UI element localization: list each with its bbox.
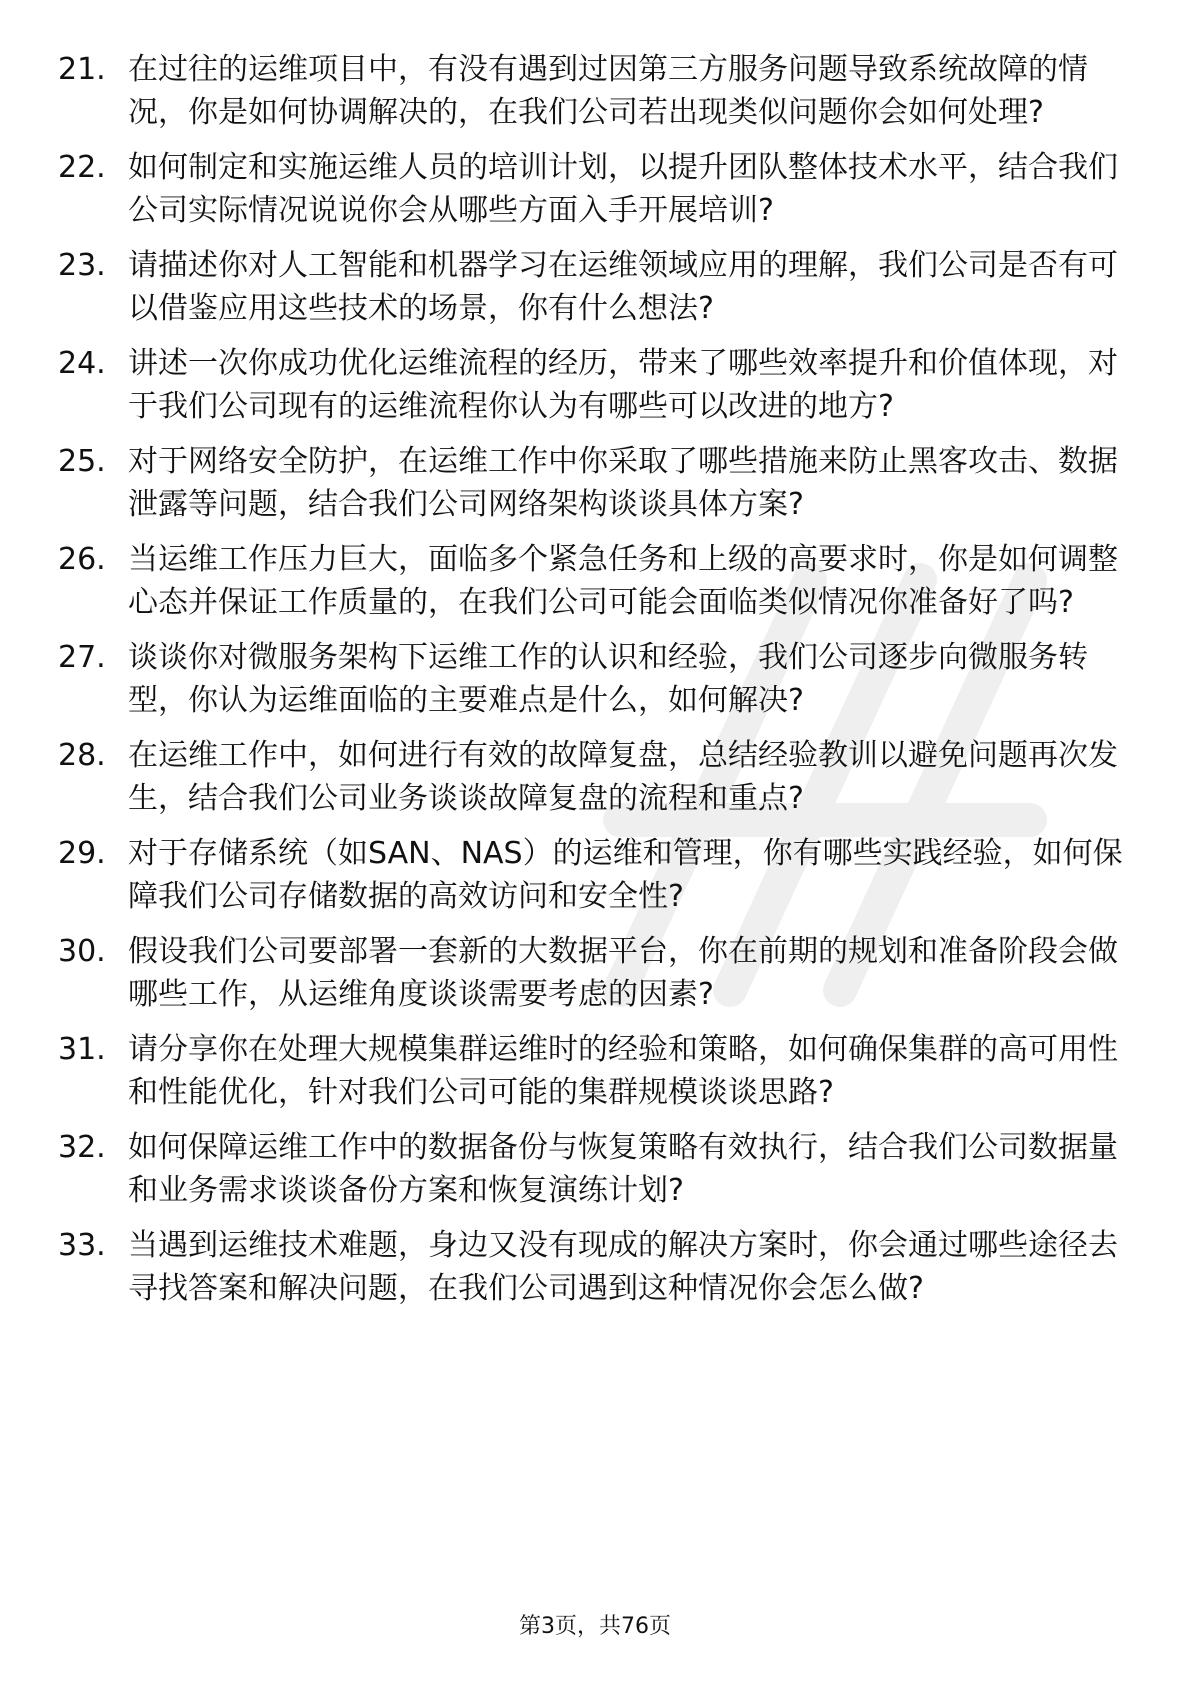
question-text: 在运维工作中，如何进行有效的故障复盘，总结经验教训以避免问题再次发生，结合我们公司业务谈谈故障复盘的流程和重点? [128, 738, 1118, 816]
question-number: 27. [58, 640, 106, 675]
question-item [58, 1224, 1138, 1310]
question-number: 28. [58, 738, 106, 773]
question-item [58, 636, 1138, 722]
question-number: 26. [58, 542, 106, 577]
question-text: 谈谈你对微服务架构下运维工作的认识和经验，我们公司逐步向微服务转型，你认为运维面临的主要难点是什么，如何解决? [128, 640, 1088, 718]
question-item [58, 1028, 1138, 1114]
question-item [58, 930, 1138, 1016]
question-text: 假设我们公司要部署一套新的大数据平台，你在前期的规划和准备阶段会做哪些工作，从运维角度谈谈需要考虑的因素? [128, 934, 1118, 1012]
page-footer: 第3页，共76页 [519, 1614, 671, 1639]
question-text: 当遇到运维技术难题，身边又没有现成的解决方案时，你会通过哪些途径去寻找答案和解决问题，在我们公司遇到这种情况你会怎么做? [128, 1228, 1118, 1306]
question-list [58, 48, 1138, 1322]
question-text: 请描述你对人工智能和机器学习在运维领域应用的理解，我们公司是否有可以借鉴应用这些技术的场景，你有什么想法? [128, 248, 1118, 326]
question-number: 22. [58, 150, 106, 185]
question-item [58, 48, 1138, 134]
question-item [58, 538, 1138, 624]
question-item [58, 146, 1138, 232]
question-item [58, 440, 1138, 526]
question-item [58, 832, 1138, 918]
question-number: 21. [58, 52, 106, 87]
question-number: 25. [58, 444, 106, 479]
question-number: 32. [58, 1130, 106, 1165]
question-number: 29. [58, 836, 106, 871]
question-item [58, 244, 1138, 330]
question-number: 31. [58, 1032, 106, 1067]
question-text: 如何制定和实施运维人员的培训计划，以提升团队整体技术水平，结合我们公司实际情况说说你会从哪些方面入手开展培训? [128, 150, 1118, 228]
question-text: 对于存储系统（如SAN、NAS）的运维和管理，你有哪些实践经验，如何保障我们公司存储数据的高效访问和安全性? [128, 836, 1123, 914]
question-text: 讲述一次你成功优化运维流程的经历，带来了哪些效率提升和价值体现，对于我们公司现有的运维流程你认为有哪些可以改进的地方? [128, 346, 1118, 424]
question-item [58, 342, 1138, 428]
question-number: 24. [58, 346, 106, 381]
question-number: 33. [58, 1228, 106, 1263]
question-text: 在过往的运维项目中，有没有遇到过因第三方服务问题导致系统故障的情况，你是如何协调解决的，在我们公司若出现类似问题你会如何处理? [128, 52, 1088, 130]
question-text: 对于网络安全防护，在运维工作中你采取了哪些措施来防止黑客攻击、数据泄露等问题，结合我们公司网络架构谈谈具体方案? [128, 444, 1118, 522]
question-text: 请分享你在处理大规模集群运维时的经验和策略，如何确保集群的高可用性和性能优化，针对我们公司可能的集群规模谈谈思路? [128, 1032, 1118, 1110]
question-number: 30. [58, 934, 106, 969]
question-item [58, 1126, 1138, 1212]
question-text: 如何保障运维工作中的数据备份与恢复策略有效执行，结合我们公司数据量和业务需求谈谈备份方案和恢复演练计划? [128, 1130, 1118, 1208]
question-text: 当运维工作压力巨大，面临多个紧急任务和上级的高要求时，你是如何调整心态并保证工作质量的，在我们公司可能会面临类似情况你准备好了吗? [128, 542, 1118, 620]
question-number: 23. [58, 248, 106, 283]
question-item [58, 734, 1138, 820]
